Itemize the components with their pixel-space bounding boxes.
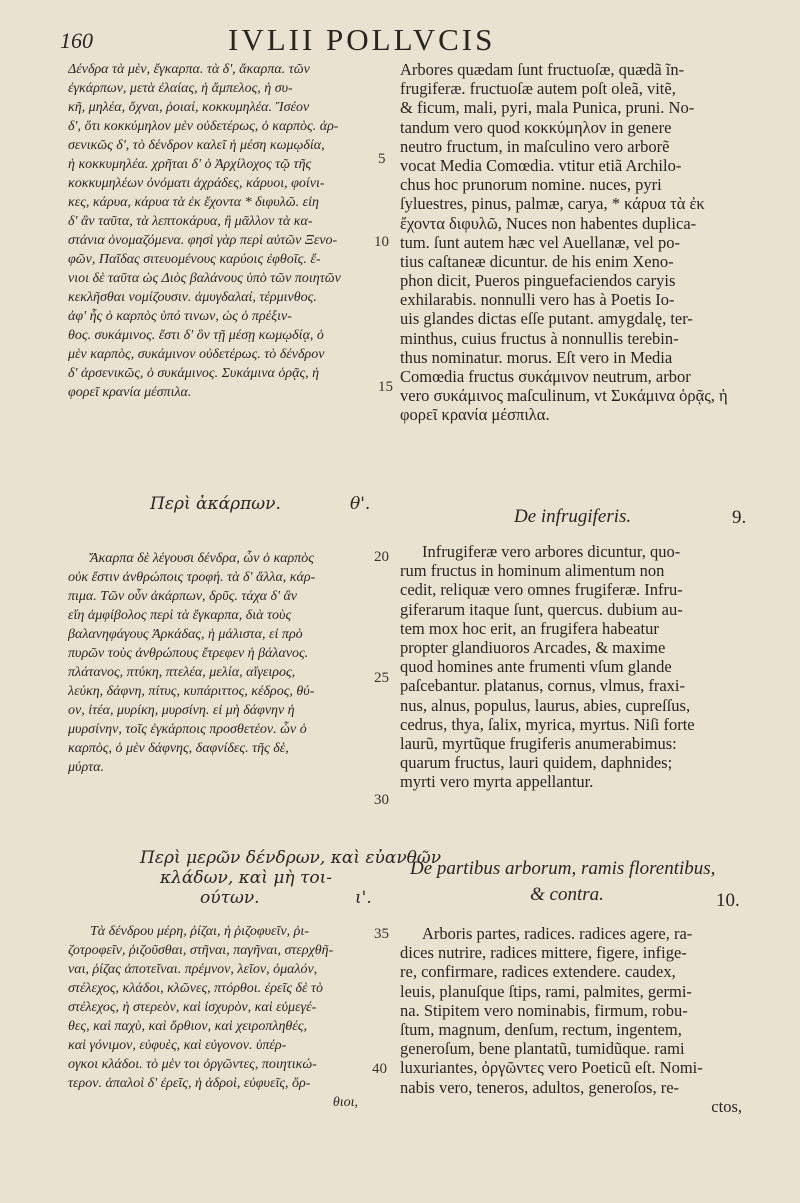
text-line: φῶν, Παῖδας σιτευομένους καρύοις ἐφθοῖς. ἔ- <box>68 252 321 267</box>
text-line: na. Stipitem vero nominabis, firmum, robu- <box>400 1000 688 1020</box>
page-header <box>60 22 760 58</box>
greek-block-mid <box>68 549 378 777</box>
text-line: σενικῶς δ', τὸ δένδρον καλεῖ ἡ μέση κωμῳδία, <box>68 138 325 153</box>
text-line: chus hoc prunorum nomine. nuces, pyri <box>400 175 662 195</box>
text-line: ἡ κοκκυμηλέα. χρῆται δ' ὁ Ἀρχίλοχος τῷ τῆς <box>68 157 312 172</box>
text-line: δ' ἀρσενικῶς, ὁ συκάμινος. Συκάμινα ὁρᾷς, ἡ <box>68 366 320 381</box>
text-line: δ', ὅτι κοκκύμηλον μὲν οὐδετέρως, ὁ καρπὸς. ἀρ- <box>68 119 339 134</box>
text-line: re, confirmare, radices extendere. caudex, <box>400 962 676 982</box>
text-line: ctos, <box>711 1096 742 1116</box>
margin-line-number: 15 <box>378 379 393 395</box>
text-line: κες, κάρυα, κάρυα τὰ ἐκ ἔχοντα * διφυλῶ. εἰη <box>68 195 319 210</box>
margin-line-number: 40 <box>372 1061 387 1077</box>
text-line: φορεῖ κρανία μέσπιλα. <box>400 405 550 425</box>
text-line: κοκκυμηλέων ὀνόματι ἀχράδες, κάρυοι, φοίνι- <box>68 176 325 191</box>
text-line: exhilarabis. nonnulli vero has à Poetis Io- <box>400 290 675 310</box>
margin-line-number: 10 <box>374 234 389 250</box>
text-line: καρπὸς, ὁ μὲν δάφνης, δαφνίδες. τῆς δὲ, <box>68 741 289 756</box>
heading-line: Περὶ μερῶν δένδρων, καὶ εὐανθῶν <box>140 848 442 868</box>
margin-line-number: 35 <box>374 926 389 942</box>
text-line: quod homines ante frumenti vſum glande <box>400 657 672 677</box>
text-line: generoſum, bene plantatũ, tumidũque. rami <box>400 1039 685 1059</box>
text-line: πλάτανος, πτύκη, πτελέα, μελία, αἴγειρος, <box>68 665 296 680</box>
heading-line: ούτων. <box>200 888 260 908</box>
text-line: neutro fructum, in maſculino vero arborẽ <box>400 136 670 156</box>
text-line: ογκοι κλάδοι. τὸ μὲν τοι ὀργῶντες, ποιητικώ- <box>68 1057 317 1072</box>
latin-block-top <box>400 60 772 425</box>
text-line: φορεῖ κρανία μέσπιλα. <box>68 385 192 400</box>
text-line: Comœdia fructus συκάμινον neutrum, arbor <box>400 367 691 386</box>
greek-section-heading-2 <box>140 848 441 908</box>
greek-section-heading <box>150 494 371 514</box>
text-line: paſcebantur. platanus, cornus, vlmus, fraxi- <box>400 676 686 696</box>
text-line: propter glandiuoros Arcades, & maxime <box>400 637 666 657</box>
text-line: tandum vero quod κοκκύμηλον in genere <box>400 117 672 137</box>
text-line: uis glandes dictas eſſe putant. amygdalę, ter- <box>400 309 693 329</box>
text-line: μὲν καρπὸς, συκάμινον οὐδετέρως. τὸ δένδρον <box>68 347 325 362</box>
text-line: ζοτροφεῖν, ῥιζοῦσθαι, στῆναι, παγῆναι, στερχθῆ- <box>68 943 334 958</box>
text-line: καὶ γόνιμον, εὐφυὲς, καὶ εὐγονον. ὑπέρ- <box>68 1038 287 1053</box>
heading-line-last <box>140 888 441 908</box>
text-line: νιοι δὲ ταῦτα ὡς Διὸς βαλάνους ὑπὸ τῶν ποιητῶν <box>68 271 341 286</box>
text-line: κεκλῆσθαι νομίζουσιν. ἀμυγδαλαί, τέρμινθος. <box>68 290 317 305</box>
text-line: dices nutrire, radices mittere, figere, infige- <box>400 943 687 963</box>
latin-section-heading-2b: & contra. <box>530 884 604 905</box>
text-line: εἴη ἀμφίβολος περὶ τὰ ἔγκαρπα, διὰ τοὺς <box>68 608 292 623</box>
text-line: minthus, cuius fructus à nonnullis terebin- <box>400 328 679 348</box>
text-line: cedrus, thya, ſalix, myrica, myrtus. Niſi forte <box>400 714 695 734</box>
text-line: cedit, reliquæ vero omnes frugiferæ. Infru- <box>400 580 683 600</box>
text-line: vocat Media Comœdia. vtitur etiã Archilo- <box>400 155 682 175</box>
text-line: θος. συκάμινος. ἔστι δ' ὃν τῇ μέσῃ κωμῳδίᾳ, ὁ <box>68 328 324 343</box>
margin-line-number: 25 <box>374 670 389 686</box>
latin-section-heading: De infrugiferis. <box>514 506 632 527</box>
text-line: Arbores quædam ſunt fructuoſæ, quædã ĩn- <box>400 60 685 79</box>
text-line: tem mox hoc erit, an frugifera habeatur <box>400 618 659 638</box>
text-line: laurũ, myrtũque frugiferis anumerabimus: <box>400 733 677 753</box>
text-line: ſtum, magnum, denſum, rectum, ingentem, <box>400 1019 682 1039</box>
text-line: nabis vero, teneros, adultos, generoſos, re- <box>400 1077 680 1097</box>
text-line: Δένδρα τὰ μὲν, ἔγκαρπα. τὰ δ', ἄκαρπα. τῶν <box>68 62 310 77</box>
text-line: Τὰ δένδρου μέρη, ῥίζαι, ἡ ῥιζοφυεῖν, ῥι- <box>90 924 309 939</box>
text-line: πυρῶν τοὺς ἀνθρώπους ἔτρεφεν ἡ βάλανος. <box>68 646 309 661</box>
text-line: στέλεχος, κλάδοι, κλῶνες, πτόρθοι. ἐρεῖς δὲ τὸ <box>68 981 324 996</box>
running-title: IVLII POLLVCIS <box>228 22 496 57</box>
latin-column <box>400 60 772 425</box>
text-line: θες, καὶ παχὺ, καὶ ὄρθιον, καὶ χειροπληθές, <box>68 1019 307 1034</box>
text-line: & ficum, mali, pyri, mala Punica, pruni. No- <box>400 98 695 118</box>
text-line: myrti vero myrta appellantur. <box>400 772 594 792</box>
text-line: ον, ἰτέα, μυρίκη, μυρσίνη. εἰ μὴ δάφνην ἡ <box>68 703 295 718</box>
text-line: phon dicit, Pueros pinguefaciendos caryis <box>400 271 676 291</box>
text-line: βαλανηφάγους Ἀρκάδας, ἡ μάλιστα, εἰ πρὸ <box>68 627 303 642</box>
text-line: luxuriantes, ὀργῶντες vero Poeticũ eſt. Nomi- <box>400 1058 703 1078</box>
text-line: δ' ἂν ταῦτα, τὰ λεπτοκάρυα, ἢ μᾶλλον τὰ κα- <box>68 214 313 229</box>
text-line: ἔχοντα διφυλῶ, Nuces non habentes duplica- <box>400 213 697 233</box>
latin-block-bottom <box>400 924 772 1116</box>
text-line: Ἄκαρπα δὲ λέγουσι δένδρα, ὧν ὁ καρπὸς <box>90 551 314 566</box>
text-line: tum. ſunt autem hæc vel Auellanæ, vel po- <box>400 232 680 252</box>
text-line: πιμα. Τῶν οὖν ἀκάρπων, δρῦς. τάχα δ' ἂν <box>68 589 298 604</box>
text-line: λεύκη, δάφνη, πίτυς, κυπάριττος, κέδρος, θύ- <box>68 684 315 699</box>
text-line: quarum fructus, lauri quidem, daphnides; <box>400 753 673 773</box>
page-number: 160 <box>60 28 93 53</box>
text-line: thus nominatur. morus. Eſt vero in Media <box>400 347 673 367</box>
text-line: στάνια ὀνομαζόμενα. φησὶ γὰρ περὶ αὐτῶν Ξενο- <box>68 233 338 248</box>
margin-line-number: 30 <box>374 792 389 808</box>
margin-line-number: 5 <box>378 151 386 167</box>
text-line: rum fructus in hominum alimentum non <box>400 561 665 581</box>
text-line: θιοι, <box>332 1095 358 1110</box>
greek-block-bottom <box>68 922 378 1112</box>
text-line: ἐγκάρπων, μετὰ ἐλαίας, ἡ ἄμπελος, ἡ συ- <box>68 81 293 96</box>
text-line: μυρσίνην, τοῖς ἐγκάρποις προσθετέον. ὧν ὁ <box>68 722 307 737</box>
text-line: στέλεχος, ἡ στερεὸν, καὶ ἰσχυρὸν, καὶ εὐμεγέ- <box>68 1000 317 1015</box>
section-number: ι'. <box>355 888 372 908</box>
text-line: ſyluestres, pinus, palmæ, carya, * κάρυα τὰ ἐκ <box>400 194 705 214</box>
greek-block-top <box>68 60 378 402</box>
latin-section-heading-2: De partibus arborum, ramis florentibus, <box>410 858 716 879</box>
text-line: οὐκ ἔστιν ἀνθρώποις τροφή. τὰ δ' ἄλλα, κάρ- <box>68 570 316 585</box>
section-number: 10. <box>716 890 740 911</box>
text-line: tius caſtaneæ dicuntur. de his enim Xeno- <box>400 251 674 271</box>
text-line: ναι, ῥίζας ἀποτεῖναι. πρέμνον, λεῖον, ὁμαλόν, <box>68 962 318 977</box>
section-number: 9. <box>732 507 747 528</box>
section-number: θ'. <box>350 494 371 514</box>
text-line: τερον. ἁπαλοὶ δ' ἐρεῖς, ἡ ἁδροὶ, εὐφυεῖς, ὄρ- <box>68 1076 311 1091</box>
text-line: Arboris partes, radices. radices agere, ra- <box>422 924 693 943</box>
text-line: ἀφ' ἧς ὁ καρπὸς ὑπό τινων, ὡς ὁ πρέξιν- <box>68 309 292 324</box>
text-line: Infrugiferæ vero arbores dicuntur, quo- <box>422 542 681 561</box>
margin-line-number: 20 <box>374 549 389 565</box>
text-line: nus, alnus, populus, laurus, abies, cupreſſus, <box>400 695 691 715</box>
greek-column <box>68 60 378 402</box>
text-line: leuis, planuſque ſtips, rami, palmites, germi- <box>400 981 692 1001</box>
text-line: κῆ, μηλέα, ὄχναι, ῥοιαί, κοκκυμηλέα. Ἴσέον <box>68 100 310 115</box>
text-line: vero συκάμινος maſculinum, vt Συκάμινα ὁρᾷς, ἡ <box>400 386 728 406</box>
text-line: frugiferæ. fructuoſæ autem poſt oleã, vitẽ, <box>400 79 676 99</box>
heading-line: κλάδων, καὶ μὴ τοι- <box>160 868 333 888</box>
heading-text: Περὶ ἀκάρπων. <box>150 494 281 514</box>
text-line: μύρτα. <box>68 760 105 775</box>
latin-block-mid <box>400 542 772 791</box>
text-line: giferarum itaque ſunt, quercus. dubium au- <box>400 599 683 619</box>
